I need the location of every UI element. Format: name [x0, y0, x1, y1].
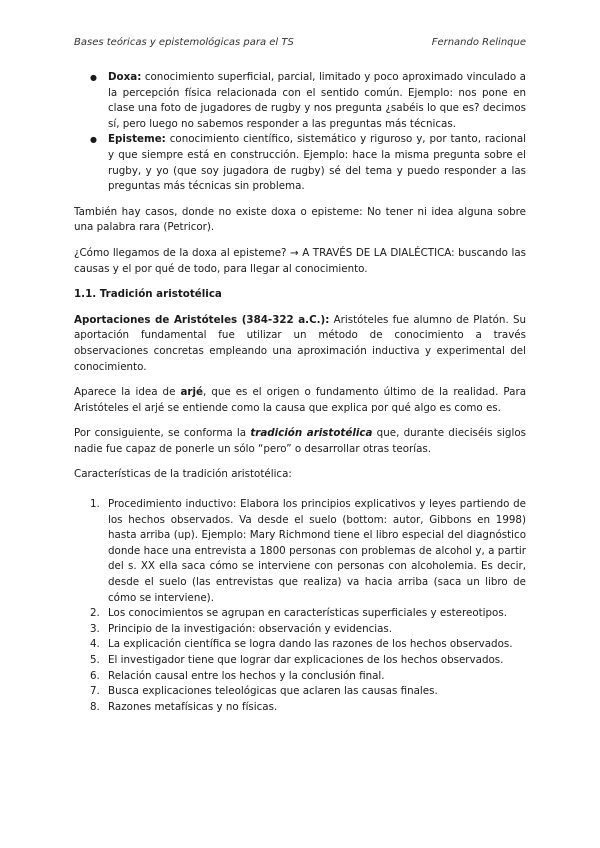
list-number: 2. — [90, 607, 100, 620]
list-item — [90, 669, 526, 685]
list-number: 4. — [90, 638, 100, 651]
list-text: Procedimiento inductivo: Elabora los principios explicativos y leyes partiendo de los hechos observados. Va desde el suelo (bottom: autor, Gibbons en 1998) hasta arriba (up). Ejemplo: Mary Richmond tiene el libro especial del diagnóstico donde hace una entrevista a 1800 personas con problemas de alcohol y, a partir del s. XX ella saca cómo se interviene con personas con alcoholemia. Es decir, desde el suelo (las entrevistas que realiza) va hacia arriba (saca un libro de cómo se interviene). — [108, 498, 526, 604]
list-text: Los conocimientos se agrupan en características superficiales y estereotipos. — [108, 607, 507, 620]
arje-post: , que es el origen o fundamento último de la realidad. Para Aristóteles el arjé se entiende como la causa que explica por qué algo es como es. — [74, 386, 527, 414]
document-body — [74, 70, 526, 715]
term-arje: arjé — [180, 386, 203, 399]
paragraph-tradicion — [74, 426, 526, 457]
list-number: 5. — [90, 654, 100, 666]
header-author: Fernando Relinque — [431, 37, 526, 48]
list-number: 3. — [90, 622, 100, 635]
list-item — [90, 653, 526, 669]
characteristics-list — [74, 497, 526, 715]
definition-doxa: conocimiento superficial, parcial, limitado y poco aproximado vinculado a la percepción física relacionada con el sentido común. Ejemplo: nos pone en clase una foto de jugadores de rugby y nos pregunta ¿sabéis lo que es? decimos sí, pero luego no sabemos responder a las preguntas más técnicas. — [108, 71, 526, 130]
paragraph-dialectica: ¿Cómo llegamos de la doxa al episteme? → A TRAVÉS DE LA DIALÉCTICA: buscando las causas y el por qué de todo, para llegar al conocimiento. — [74, 246, 526, 275]
list-text: La explicación científica se logra dando las razones de los hechos observados. — [108, 638, 513, 651]
header-title: Bases teóricas y epistemológicas para el TS — [74, 37, 294, 48]
list-number: 8. — [90, 700, 100, 713]
list-item-episteme — [108, 132, 526, 194]
term-episteme: Episteme: — [108, 133, 166, 146]
list-number: 1. — [90, 498, 100, 511]
list-item — [90, 637, 526, 653]
list-number: 6. — [90, 669, 100, 682]
arje-pre: Aparece la idea de — [74, 386, 181, 399]
list-item — [90, 622, 526, 638]
list-text: Principio de la investigación: observación y evidencias. — [108, 622, 393, 635]
list-text: Busca explicaciones teleológicas que aclaren las causas finales. — [108, 685, 438, 698]
paragraph-cases: También hay casos, donde no existe doxa o episteme: No tener ni idea alguna sobre una palabra rara (Petricor). — [74, 205, 526, 234]
list-text: Relación causal entre los hechos y la conclusión final. — [108, 669, 385, 682]
term-tradicion: tradición aristotélica — [250, 427, 373, 440]
tradicion-pre: Por consiguiente, se conforma la — [74, 427, 251, 440]
aportaciones-lead: Aportaciones de Aristóteles (384-322 a.C.): — [74, 313, 330, 326]
list-text: El investigador tiene que lograr dar explicaciones de los hechos observados. — [108, 654, 504, 666]
list-number: 7. — [90, 685, 100, 698]
list-text: Razones metafísicas y no físicas. — [108, 700, 278, 713]
list-item — [90, 700, 526, 716]
definition-list — [74, 70, 526, 195]
definition-episteme: conocimiento científico, sistemático y riguroso y, por tanto, racional y que siempre está en construcción. Ejemplo: hace la misma pregunta sobre el rugby, y yo (que soy jugadora de rugby) sé del tema y puedo responder a las preguntas más técnicas sin problema. — [108, 133, 526, 193]
tradicion-post: que, durante dieciséis siglos nadie fue capaz de ponerle un sólo “pero” o desarrollar otras teorías. — [74, 427, 526, 455]
list-item — [90, 497, 526, 606]
list-item — [90, 606, 526, 622]
list-item — [90, 684, 526, 700]
paragraph-aportaciones — [74, 313, 526, 375]
list-item-doxa — [108, 70, 526, 132]
section-heading: 1.1. Tradición aristotélica — [74, 288, 222, 301]
paragraph-arje — [74, 385, 526, 416]
aportaciones-text: Aristóteles fue alumno de Platón. Su aportación fundamental fue utilizar un método de conocimiento a través observaciones concretas empleando una aproximación inductiva y experimental del conocimiento. — [74, 313, 526, 373]
term-doxa: Doxa: — [108, 71, 142, 83]
paragraph-caracteristicas: Características de la tradición aristotélica: — [74, 468, 292, 481]
